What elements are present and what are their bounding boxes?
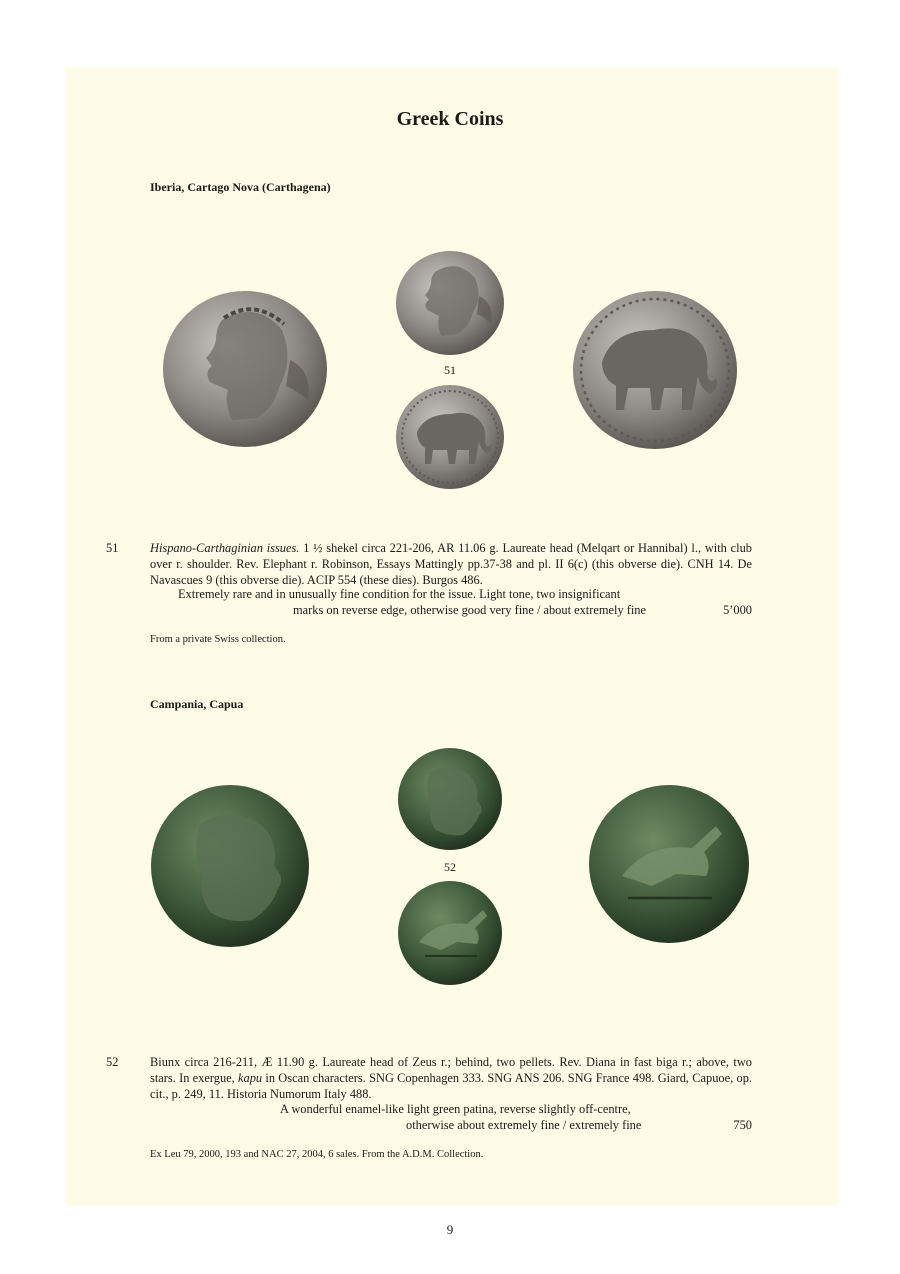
coin-plate-number-51: 51: [444, 363, 456, 377]
lot-52-description: [150, 1054, 752, 1102]
coin-52-obverse-small: [397, 747, 503, 851]
lot-51-grade-line-1: Extremely rare and in unusually fine condition for the issue. Light tone, two insignificant: [178, 587, 621, 601]
coin-51-reverse-large: [572, 290, 738, 450]
lot-52-entry: [106, 1054, 752, 1102]
lot-52-description-text-a: Biunx circa 216-211, Æ 11.90 g. Laureate head of Zeus r.; behind, two pellets. Rev. Diana in fast biga r.; above, two stars. In exergue,: [150, 1055, 752, 1085]
lot-52-estimate: 750: [733, 1118, 752, 1132]
page-title: Greek Coins: [396, 108, 504, 130]
lot-51-description: [150, 540, 752, 588]
lot-number-52: 52: [106, 1055, 119, 1069]
coin-51-reverse-small: [395, 384, 505, 490]
section-heading-campania: Campania, Capua: [150, 697, 244, 711]
coin-plate-number-52: 52: [444, 860, 456, 874]
lot-52-grade-line-1: A wonderful enamel-like light green patina, reverse slightly off-centre,: [280, 1102, 631, 1116]
lot-52-description-text-b: in Oscan characters. SNG Copenhagen 333. SNG ANS 206. SNG France 498. Giard, Capuoe, op. cit., p. 249, 11. Historia Numorum Italy 488.: [150, 1071, 752, 1101]
lot-number-51: 51: [106, 541, 119, 555]
page-number: 9: [446, 1222, 454, 1237]
coin-51-obverse-large: [162, 290, 328, 448]
lot-51-description-text: 1 ½ shekel circa 221-206, AR 11.06 g. Laureate head (Melqart or Hannibal) l., with club over r. shoulder. Rev. Elephant r. Robinson, Essays Mattingly pp.37-38 and pl. II 6(c) (this obverse die). CNH 14. De Navascues 9 (this obverse die). ACIP 554 (these dies). Burgos 486.: [150, 541, 752, 587]
coin-52-reverse-large: [588, 784, 750, 944]
coin-52-reverse-small: [397, 880, 503, 986]
lot-51-grade-line-2: marks on reverse edge, otherwise good very fine / about extremely fine: [293, 603, 647, 617]
section-heading-iberia: Iberia, Cartago Nova (Carthagena): [150, 180, 331, 194]
lot-51-title-italic: Hispano-Carthaginian issues.: [150, 541, 300, 555]
lot-51-estimate: 5’000: [723, 603, 752, 617]
lot-51-provenance: From a private Swiss collection.: [150, 634, 286, 645]
coin-51-obverse-small: [395, 250, 505, 356]
coin-52-obverse-large: [150, 784, 310, 948]
lot-52-grade-line-2: otherwise about extremely fine / extremely fine: [406, 1118, 642, 1132]
lot-52-kapu-italic: kapu: [238, 1071, 263, 1085]
lot-52-provenance: Ex Leu 79, 2000, 193 and NAC 27, 2004, 6 sales. From the A.D.M. Collection.: [150, 1149, 484, 1160]
